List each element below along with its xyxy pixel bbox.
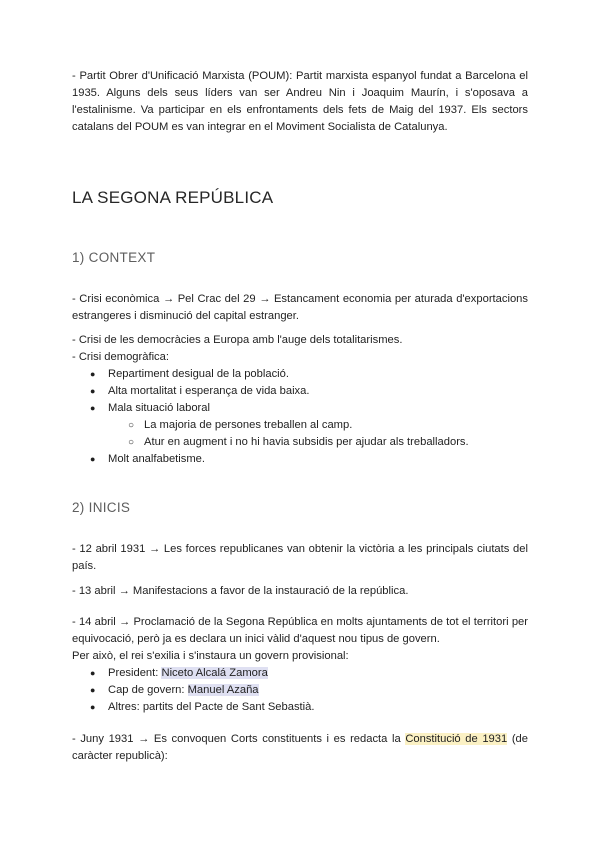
april-12-paragraph: - 12 abril 1931 → Les forces republicanes van obtenir la victòria a les principals ciutats del país. xyxy=(72,543,528,572)
sub-list-item: ○ Atur en augment i no hi havia subsidis per ajudar als treballadors. xyxy=(72,434,528,451)
cap-de-govern-name: Manuel Azaña xyxy=(187,684,259,696)
bullet-icon: ● xyxy=(90,702,96,712)
crisis-demografica-line: - Crisi demogràfica: xyxy=(72,351,169,363)
government-bullet-list xyxy=(72,665,528,716)
context-bullet-list xyxy=(72,366,528,468)
bullet-icon: ● xyxy=(90,386,96,396)
inicis-heading: 2) INICIS xyxy=(72,500,131,515)
provisional-government-line: Per això, el rei s'exilia i s'instaura un govern provisional: xyxy=(72,650,349,662)
poum-paragraph: - Partit Obrer d'Unificació Marxista (POUM): Partit marxista espanyol fundat a Barcelona el 1935. Alguns dels seus líders van ser Andreu Nin i Joaquim Maurín, i s'oposava a l'estalinisme. Va participar en els enfrontaments dels fets de Maig del 1937. Els sectors catalans del POUM es van integrar en el Moviment Socialista de Catalunya. xyxy=(72,70,528,133)
list-item: ● Altres: partits del Pacte de Sant Sebastià. xyxy=(72,699,528,716)
list-item: ● Molt analfabetisme. xyxy=(72,451,528,468)
circle-bullet-icon: ○ xyxy=(128,420,135,431)
list-item: ● Mala situació laboral xyxy=(72,400,528,417)
bullet-icon: ● xyxy=(90,369,96,379)
list-item: ● Cap de govern: Manuel Azaña xyxy=(72,682,528,699)
context-heading: 1) CONTEXT xyxy=(72,250,156,265)
president-name: Niceto Alcalá Zamora xyxy=(161,667,268,679)
circle-bullet-icon: ○ xyxy=(128,437,135,448)
bullet-icon: ● xyxy=(90,668,96,678)
juny-1931-paragraph: - Juny 1931 → Es convoquen Corts constituents i es redacta la Constitució de 1931 (de caràcter republicà): xyxy=(72,733,528,762)
bullet-icon: ● xyxy=(90,403,96,413)
list-item: ● Repartiment desigual de la població. xyxy=(72,366,528,383)
page-title: LA SEGONA REPÚBLICA xyxy=(72,188,274,207)
crisis-democracies-line: - Crisi de les democràcies a Europa amb l'auge dels totalitarismes. xyxy=(72,334,403,346)
bullet-icon: ● xyxy=(90,685,96,695)
list-item: ● President: Niceto Alcalá Zamora xyxy=(72,665,528,682)
april-13-line: - 13 abril → Manifestacions a favor de la instauració de la república. xyxy=(72,585,409,597)
bullet-icon: ● xyxy=(90,454,96,464)
constitucio-1931-highlight: Constitució de 1931 xyxy=(405,733,508,745)
crisis-economica-paragraph: - Crisi econòmica → Pel Crac del 29 → Estancament economia per aturada d'exportacions estrangeres i disminució del capital estranger. xyxy=(72,293,528,322)
april-14-paragraph: - 14 abril → Proclamació de la Segona República en molts ajuntaments de tot el territori per equivocació, però ja es declara un inici vàlid d'aquest nou tipus de govern. xyxy=(72,616,528,645)
list-item: ● Alta mortalitat i esperança de vida baixa. xyxy=(72,383,528,400)
sub-list-item: ○ La majoria de persones treballen al camp. xyxy=(72,417,528,434)
